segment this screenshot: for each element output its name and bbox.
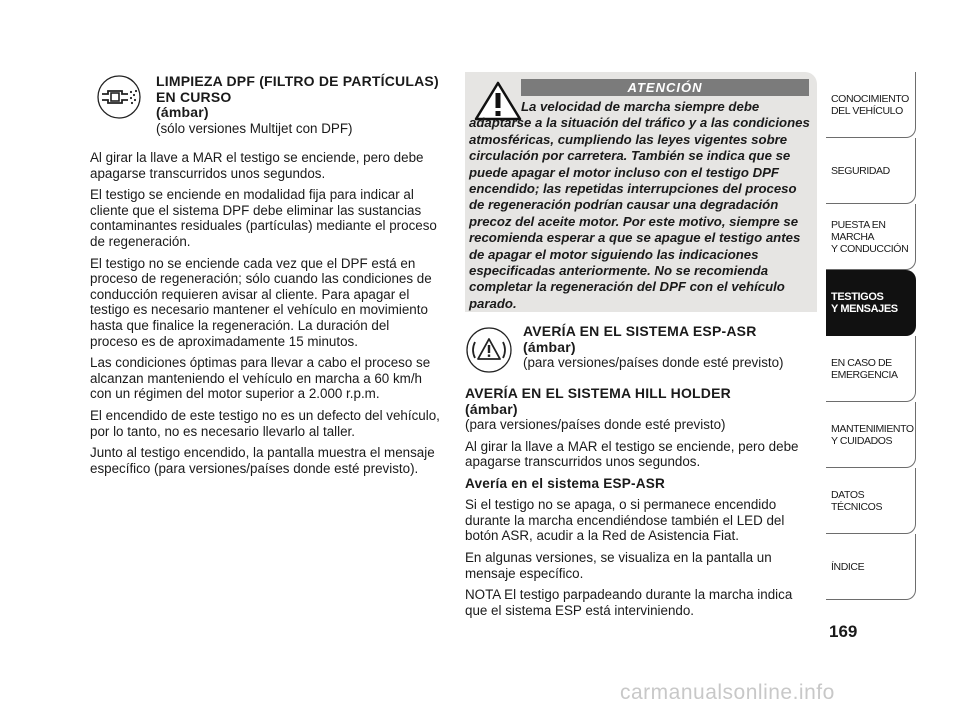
tab-testigos[interactable] xyxy=(826,270,916,336)
hill-holder-color: (ámbar) xyxy=(465,400,518,417)
esp-section-header xyxy=(465,324,817,386)
paragraph: Al girar la llave a MAR el testigo se enciende, pero debe apagarse transcurridos unos segundos. xyxy=(465,438,799,470)
warning-text xyxy=(469,99,813,312)
esp-color: (ámbar) xyxy=(523,338,576,355)
paragraph: Al girar la llave a MAR el testigo se enciende, pero debe apagarse transcurridos unos segundos. xyxy=(90,150,424,181)
warning-first-line: La velocidad de marcha siempre debe xyxy=(521,99,760,114)
tab-datos-tecnicos[interactable] xyxy=(826,468,916,534)
tab-label: CONOCIMIENTO DEL VEHÍCULO xyxy=(831,92,909,117)
esp-title-block xyxy=(523,324,813,371)
chapter-tabs xyxy=(826,72,916,600)
tab-label: DATOS TÉCNICOS xyxy=(831,488,883,513)
tab-label: EN CASO DE EMERGENCIA xyxy=(831,356,898,381)
paragraph: Junto al testigo encendido, la pantalla muestra el mensaje específico (para versiones/países donde esté previsto). xyxy=(90,445,435,476)
tab-label: PUESTA EN MARCHA Y CONDUCCIÓN xyxy=(831,218,909,255)
warning-label: ATENCIÓN xyxy=(521,79,809,96)
paragraph: El testigo no se enciende cada vez que el DPF está en proceso de regeneración; sólo cuando las condiciones de conducción requieren avisar al cliente. Para apagar el testigo es necesario mantener el vehículo en movimiento hasta que finalice la regeneración. La duración del proceso es de aproximadamente 15 minutos. xyxy=(90,255,432,349)
esp-title: AVERÍA EN EL SISTEMA ESP-ASR xyxy=(523,323,757,339)
dpf-color: (ámbar) xyxy=(156,104,209,120)
tab-seguridad[interactable] xyxy=(826,138,916,204)
tab-label: SEGURIDAD xyxy=(831,164,890,177)
hill-holder-note: (para versiones/países donde esté previsto) xyxy=(465,417,726,432)
right-column xyxy=(465,324,817,624)
dpf-title: LIMPIEZA DPF (FILTRO DE PARTÍCULAS) EN CURSO xyxy=(156,73,439,105)
tab-puesta-en-marcha[interactable] xyxy=(826,204,916,270)
watermark: carmanualsonline.info xyxy=(620,681,835,704)
left-column xyxy=(90,74,440,482)
paragraph: El encendido de este testigo no es un defecto del vehículo, por lo tanto, no es necesario llevarlo al taller. xyxy=(90,407,440,439)
dpf-filter-icon xyxy=(90,74,150,120)
dpf-body xyxy=(90,150,440,476)
paragraph: El testigo se enciende en modalidad fija para indicar al cliente que el sistema DPF debe eliminar las sustancias contaminantes residuales (partículas) mediante el proceso de regeneración. xyxy=(90,187,437,249)
dpf-section-header xyxy=(90,74,440,148)
tab-emergencia[interactable] xyxy=(826,336,916,402)
dpf-title-block xyxy=(156,74,446,136)
tab-mantenimiento[interactable] xyxy=(826,402,916,468)
hill-holder-title: AVERÍA EN EL SISTEMA HILL HOLDER xyxy=(465,385,731,401)
tab-indice[interactable] xyxy=(826,534,916,600)
warning-rest: adaptarse a la situación del tráfico y a las condiciones atmosféricas, cumpliendo las leyes vigentes sobre circulación por carretera. También se indica que se puede apagar el motor incluso con el testigo DPF encendido; las repetidas interrupciones del proceso de regeneración podrían causar una degradación precoz del aceite motor. Por este motivo, siempre se recomienda esperar a que se apague el testigo antes de apagar el motor siguiendo las indicaciones especificadas anteriormente. No se recomienda completar la regeneración del DPF con el vehículo parado. xyxy=(469,115,810,311)
page-number: 169 xyxy=(829,622,858,641)
tab-conocimiento[interactable] xyxy=(826,72,916,138)
paragraph: En algunas versiones, se visualiza en la pantalla un mensaje específico. xyxy=(465,550,772,581)
tab-label: ÍNDICE xyxy=(831,560,865,573)
esp-note: (para versiones/países donde esté previsto) xyxy=(523,355,784,370)
esp-subheading: Avería en el sistema ESP-ASR xyxy=(465,475,666,491)
warning-box xyxy=(465,72,817,312)
paragraph: Las condiciones óptimas para llevar a cabo el proceso se alcanzan manteniendo el vehículo en marcha a 60 km/h con un régimen del motor superior a 2.000 r.p.m. xyxy=(90,355,431,402)
tab-label: MANTENIMIENTO Y CUIDADOS xyxy=(831,422,914,447)
dpf-note: (sólo versiones Multijet con DPF) xyxy=(156,120,353,136)
paragraph: NOTA El testigo parpadeando durante la marcha indica que el sistema ESP está interviniendo. xyxy=(465,587,793,618)
esp-warning-icon xyxy=(465,326,513,374)
tab-label: TESTIGOS Y MENSAJES xyxy=(831,290,898,315)
paragraph: Si el testigo no se apaga, o si permanece encendido durante la marcha encendiéndose también el LED del botón ASR, acudir a la Red de Asistencia Fiat. xyxy=(465,497,785,544)
